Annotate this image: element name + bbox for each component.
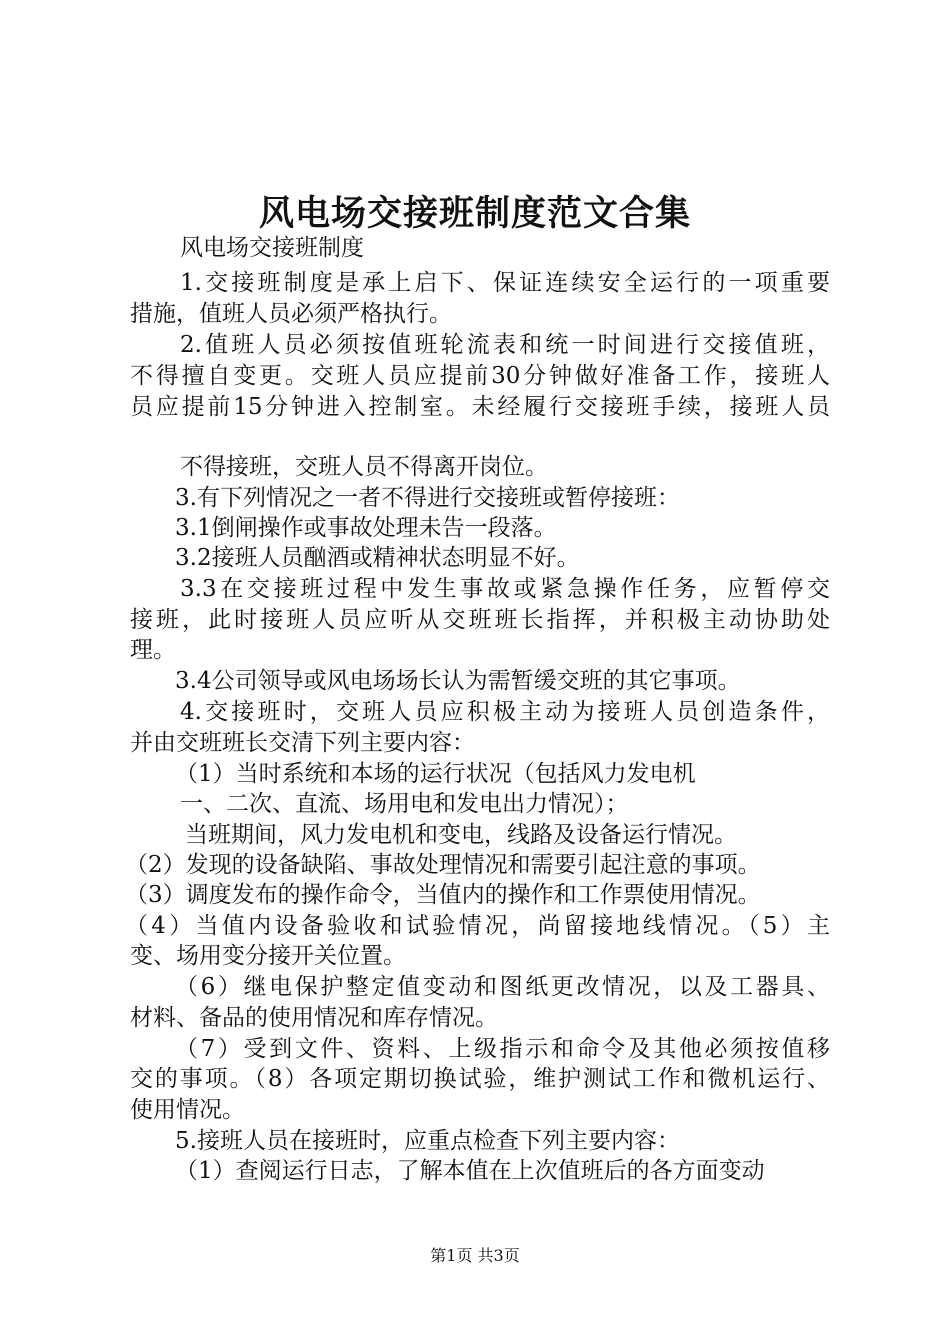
paragraph-line: （1）当时系统和本场的运行状况（包括风力发电机 — [175, 761, 696, 787]
paragraph-line: 风电场交接班制度 — [180, 235, 364, 261]
page-number: 第1页 共3页 — [430, 1246, 520, 1265]
paragraph-line: 接班，此时接班人员应听从交班班长指挥，并积极主动协助处 — [130, 607, 830, 633]
paragraph-line: 3.4公司领导或风电场场长认为需暂缓交班的其它事项。 — [175, 668, 741, 694]
paragraph-line: 3.3在交接班过程中发生事故或紧急操作任务，应暂停交 — [180, 576, 830, 602]
paragraph-line: （6）继电保护整定值变动和图纸更改情况，以及工器具、 — [175, 974, 830, 1000]
paragraph-line: （7）受到文件、资料、上级指示和命令及其他必须按值移 — [175, 1036, 830, 1062]
paragraph-line: 使用情况。 — [130, 1097, 245, 1123]
document-title: 风电场交接班制度范文合集 — [258, 193, 691, 234]
paragraph-line: 员应提前15分钟进入控制室。未经履行交接班手续，接班人员 — [130, 394, 830, 420]
paragraph-line: 理。 — [130, 637, 176, 663]
paragraph-line: （4）当值内设备验收和试验情况，尚留接地线情况。（5）主 — [125, 913, 830, 939]
paragraph-line: （1）查阅运行日志，了解本值在上次值班后的各方面变动 — [175, 1158, 765, 1184]
paragraph-line: 3.有下列情况之一者不得进行交接班或暂停接班： — [175, 485, 680, 511]
paragraph-line: 3.2接班人员酗酒或精神状态明显不好。 — [175, 545, 580, 571]
paragraph-line: 交的事项。（8）各项定期切换试验，维护测试工作和微机运行、 — [130, 1066, 830, 1092]
paragraph-line: （2）发现的设备缺陷、事故处理情况和需要引起注意的事项。 — [125, 852, 761, 878]
paragraph-line: 不得接班，交班人员不得离开岗位。 — [180, 454, 548, 480]
paragraph-line: 不得擅自变更。交班人员应提前30分钟做好准备工作，接班人 — [130, 363, 830, 389]
paragraph-line: 变、场用变分接开关位置。 — [130, 943, 406, 969]
paragraph-line: 当班期间，风力发电机和变电，线路及设备运行情况。 — [185, 822, 737, 848]
paragraph-line: 3.1倒闸操作或事故处理未告一段落。 — [175, 515, 557, 541]
paragraph-line: 1.交接班制度是承上启下、保证连续安全运行的一项重要 — [180, 270, 830, 296]
paragraph-line: （3）调度发布的操作命令，当值内的操作和工作票使用情况。 — [125, 882, 761, 908]
paragraph-line: 措施，值班人员必须严格执行。 — [130, 301, 452, 327]
paragraph-line: 并由交班班长交清下列主要内容： — [130, 730, 475, 756]
paragraph-line: 5.接班人员在接班时，应重点检查下列主要内容： — [175, 1128, 680, 1154]
paragraph-line: 2.值班人员必须按值班轮流表和统一时间进行交接值班， — [180, 332, 830, 358]
paragraph-line: 材料、备品的使用情况和库存情况。 — [130, 1005, 498, 1031]
paragraph-line: 一、二次、直流、场用电和发电出力情况）； — [180, 791, 629, 817]
paragraph-line: 4.交接班时，交班人员应积极主动为接班人员创造条件， — [180, 699, 830, 725]
